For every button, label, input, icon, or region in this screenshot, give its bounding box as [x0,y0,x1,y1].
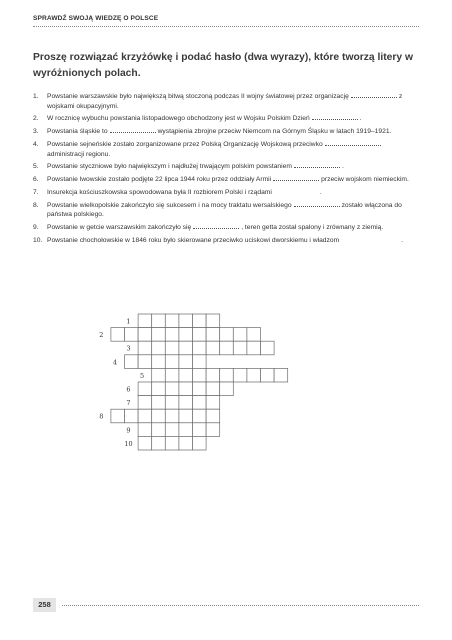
crossword-cell[interactable] [125,355,139,369]
crossword-cell[interactable] [152,314,166,328]
clue-number: 5 [140,371,145,380]
crossword-cell[interactable] [193,368,207,382]
crossword-cell[interactable] [138,409,152,423]
question-number: 9. [33,224,39,232]
crossword-cell[interactable] [152,355,166,369]
crossword-cell[interactable] [165,341,179,355]
crossword-cell[interactable] [193,396,207,410]
crossword-cell[interactable] [125,409,139,423]
crossword-cell[interactable] [152,328,166,342]
question-text: Powstanie w getcie warszawskim zakończyło się [47,224,192,232]
crossword-cell[interactable] [138,396,152,410]
question-number: 2. [33,115,39,123]
crossword-cell[interactable] [138,382,152,396]
clue-number: 7 [126,399,131,408]
crossword-cell[interactable] [111,328,125,342]
crossword-cell[interactable] [152,341,166,355]
question-text-end: z wojskami okupacyjnymi. [47,93,403,110]
crossword-cell[interactable] [274,368,288,382]
crossword-row [99,409,219,423]
question-text-end: przeciw wojskom niemieckim. [321,176,409,184]
crossword-cell[interactable] [165,328,179,342]
question-number: 7. [33,188,39,196]
page-number: 258 [33,598,56,612]
clue-number: 2 [99,331,104,340]
crossword-cell[interactable] [138,341,152,355]
crossword-row [126,341,274,355]
question-text: Powstania śląskie to [47,128,108,136]
crossword-cell[interactable] [247,368,261,382]
question-text: Powstanie wielkopolskie zakończyło się sukcesem i na mocy traktatu wersalskiego [47,201,292,209]
crossword-cell[interactable] [179,328,193,342]
crossword-cell[interactable] [152,382,166,396]
question-text: Powstanie warszawskie było największą bitwą stoczoną podczas II wojny światowej przez organizację [47,93,349,100]
crossword-cell[interactable] [165,409,179,423]
clue-number: 3 [126,344,131,353]
question-text: Insurekcja kościuszkowska spowodowana była II rozbiorem Polski i rządami [47,188,272,196]
crossword-cell[interactable] [138,314,152,328]
crossword-cell[interactable] [206,396,220,410]
crossword-cell[interactable] [125,328,139,342]
question-text-end: administracji regionu. [47,150,111,158]
question-text-end: wystąpienia zbrojne przeciw Niemcom na Górnym Śląsku w latach 1919–1921. [157,128,392,136]
clue-number: 9 [126,426,131,435]
question-text: Powstanie styczniowe było największym i najdłużej trwającym polskim powstaniem [47,163,292,171]
section-title: SPRAWDŹ SWOJĄ WIEDZĘ O POLSCE [33,15,159,22]
crossword-row [126,396,219,410]
crossword-cell[interactable] [179,409,193,423]
crossword-cell[interactable] [179,382,193,396]
crossword-cell[interactable] [165,423,179,437]
crossword-row [126,423,219,437]
crossword-cell[interactable] [206,382,220,396]
crossword-cell[interactable] [206,341,220,355]
clue-number: 1 [126,317,131,326]
crossword-cell[interactable] [165,396,179,410]
clue-number: 6 [126,385,131,394]
crossword-row [126,382,233,396]
question-number: 4. [33,140,39,148]
question-text-end: . [401,236,404,244]
question-number: 6. [33,176,39,184]
task-instruction: Proszę rozwiązać krzyżówkę i podać hasło (dwa wyrazy), które tworzą litery w wyróżnionych polach. [33,52,413,79]
crossword-cell[interactable] [138,355,152,369]
question-text-end: . [359,115,362,123]
crossword-cell[interactable] [220,368,234,382]
crossword-row [99,328,260,342]
crossword-cell[interactable] [165,314,179,328]
crossword-cell[interactable] [152,396,166,410]
crossword-cell[interactable] [193,436,207,450]
crossword-cell[interactable] [152,436,166,450]
crossword-cell[interactable] [165,355,179,369]
crossword-cell[interactable] [152,409,166,423]
crossword-row [124,436,206,450]
crossword-cell[interactable] [233,328,247,342]
crossword-cell[interactable] [193,355,207,369]
crossword-cell[interactable] [179,355,193,369]
crossword-cell[interactable] [233,368,247,382]
crossword-cell[interactable] [138,328,152,342]
question-number: 8. [33,201,39,209]
question-text-end: zostało włączona do państwa polskiego. [47,201,402,219]
crossword-cell[interactable] [206,328,220,342]
crossword-cell[interactable] [179,436,193,450]
question-text-end: . [319,188,322,196]
crossword-cell[interactable] [220,382,234,396]
crossword-cell[interactable] [206,409,220,423]
footer-divider [62,605,419,606]
crossword-cell[interactable] [206,423,220,437]
crossword-cell[interactable] [179,314,193,328]
clue-number: 10 [124,439,133,448]
question-number: 3. [33,128,39,136]
crossword-cell[interactable] [152,368,166,382]
crossword-cell[interactable] [247,341,261,355]
question-text: W rocznicę wybuchu powstania listopadowego obchodzony jest w Wojsku Polskim Dzień [47,115,310,123]
crossword-cell[interactable] [193,314,207,328]
crossword-cell[interactable] [165,368,179,382]
question-number: 10. [33,236,43,244]
question-text: Powstanie sejneńskie zostało zorganizowane przez Polską Organizację Wojskową przeciwko [47,140,323,148]
question-number: 1. [33,93,39,100]
crossword-cell[interactable] [179,341,193,355]
crossword-cell[interactable] [206,368,220,382]
crossword-cell[interactable] [261,368,275,382]
crossword-cell[interactable] [193,328,207,342]
question-text-end: . [341,163,344,171]
clue-number: 4 [112,358,117,367]
crossword-cell[interactable] [111,409,125,423]
crossword-cell[interactable] [138,423,152,437]
crossword-cell[interactable] [206,314,220,328]
crossword-cell[interactable] [220,341,234,355]
crossword-cell[interactable] [179,396,193,410]
crossword-row [140,368,288,382]
crossword-cell[interactable] [165,382,179,396]
crossword-cell[interactable] [220,328,234,342]
crossword-cell[interactable] [233,341,247,355]
question-text: Powstanie chochołowskie w 1846 roku było skierowane przeciwko uciskowi dworskiemu i władzom [47,236,340,244]
question-text-end: , teren getta został spalony i zrównany z ziemią. [241,224,384,232]
crossword-cell[interactable] [261,341,275,355]
crossword-cell[interactable] [193,409,207,423]
crossword-row [126,314,219,328]
crossword-cell[interactable] [247,328,261,342]
crossword-cell[interactable] [165,436,179,450]
crossword-cell[interactable] [193,423,207,437]
crossword-cell[interactable] [193,382,207,396]
crossword-cell[interactable] [193,341,207,355]
crossword-cell[interactable] [152,423,166,437]
question-text: Powstanie lwowskie zostało podjęte 22 lipca 1944 roku przez oddziały Armii [47,176,272,184]
crossword-cell[interactable] [138,436,152,450]
crossword-row [113,355,206,369]
crossword-cell[interactable] [179,368,193,382]
question-number: 5. [33,163,39,171]
clue-number: 8 [99,412,104,421]
crossword-cell[interactable] [179,423,193,437]
